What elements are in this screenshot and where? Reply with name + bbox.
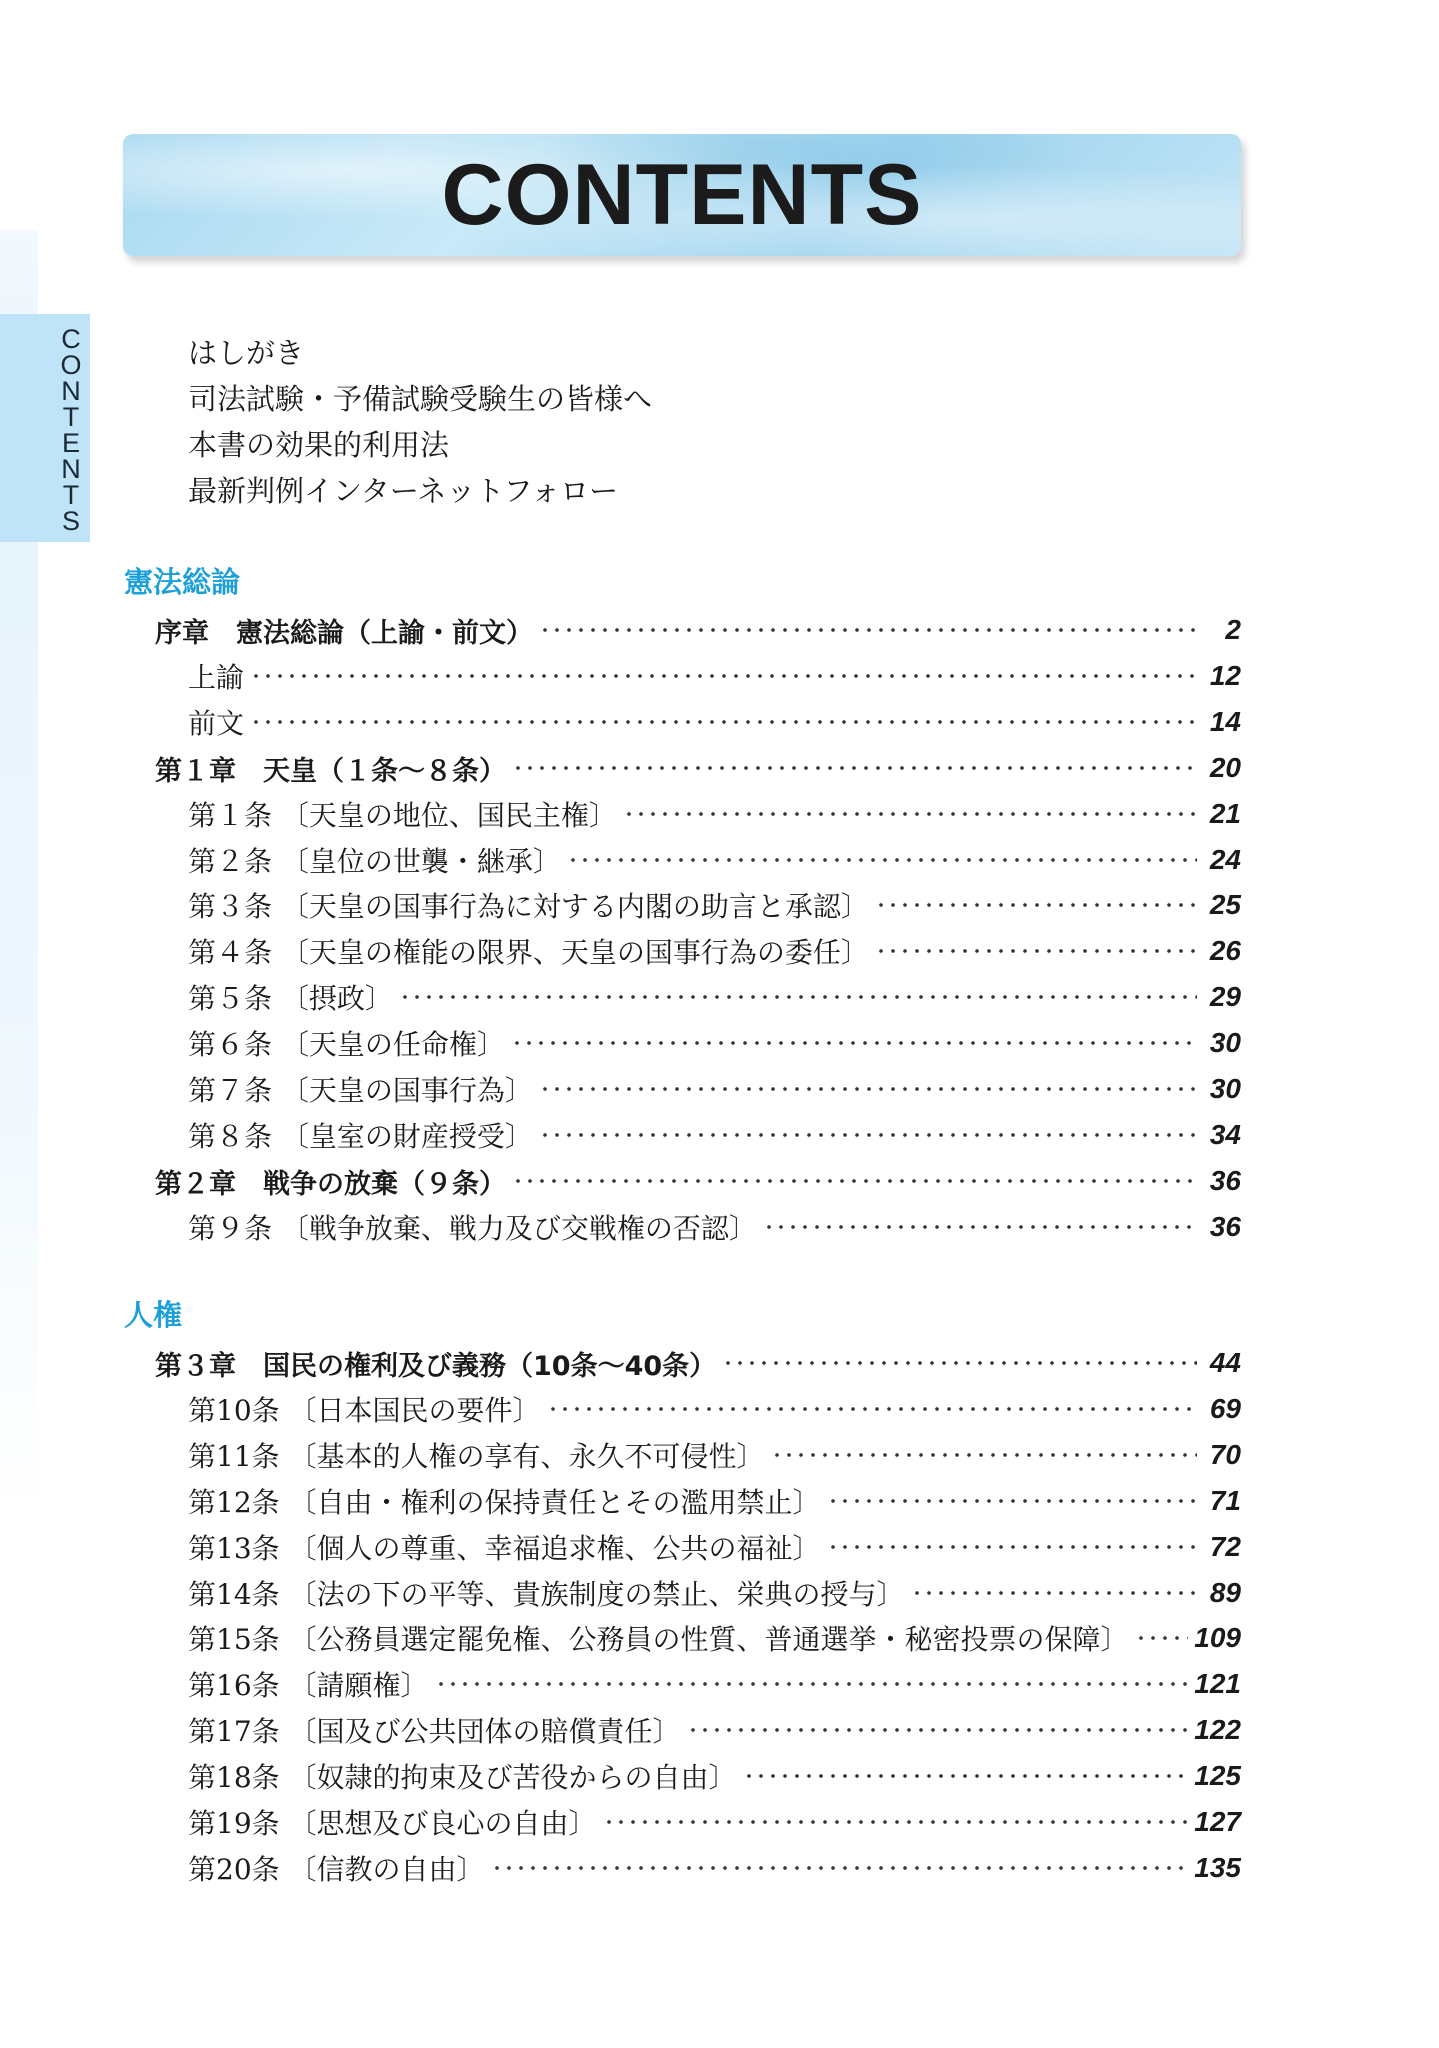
dot-leader (250, 673, 1197, 679)
toc-page-number: 36 (1209, 1165, 1241, 1196)
toc-page-number: 30 (1209, 1027, 1241, 1058)
toc-page-number: 14 (1209, 706, 1241, 737)
dot-leader (567, 857, 1197, 863)
page-title: CONTENTS (441, 146, 923, 243)
section-heading: 人権 (124, 1298, 183, 1332)
dot-leader (511, 1040, 1197, 1046)
dot-leader (512, 765, 1197, 771)
toc-entry-title: 第１章 天皇（１条〜８条） (155, 755, 506, 787)
toc-page-number: 70 (1209, 1439, 1241, 1470)
toc-chapter-entry[interactable] (155, 610, 1241, 650)
dot-leader (763, 1224, 1197, 1230)
toc-page-number: 71 (1209, 1485, 1241, 1516)
toc-entry-title: 第３条 〔天皇の国事行為に対する内閣の助言と承認〕 (188, 890, 869, 923)
toc-article-entry[interactable] (188, 1023, 1241, 1063)
toc-article-entry[interactable] (188, 1069, 1241, 1109)
toc-chapter-entry[interactable] (155, 748, 1241, 788)
dot-leader (603, 1819, 1189, 1825)
toc-entry-title: 第17条 〔国及び公共団体の賠償責任〕 (188, 1715, 681, 1748)
toc-entry-title: 第６条 〔天皇の任命権〕 (188, 1028, 505, 1061)
toc-chapter-entry[interactable] (155, 1343, 1241, 1383)
toc-article-entry[interactable] (188, 702, 1241, 742)
toc-article-entry[interactable] (188, 885, 1241, 925)
dot-leader (623, 811, 1197, 817)
toc-article-entry[interactable] (188, 1710, 1241, 1750)
toc-article-entry[interactable] (188, 1802, 1241, 1842)
toc-page-number: 44 (1209, 1347, 1241, 1378)
toc-page-number: 20 (1209, 752, 1241, 783)
toc-page-number: 2 (1225, 614, 1241, 645)
toc-page-number: 72 (1209, 1531, 1241, 1562)
toc-article-entry[interactable] (188, 1115, 1241, 1155)
toc-article-entry[interactable] (188, 1435, 1241, 1475)
toc-entry-title: 第20条 〔信教の自由〕 (188, 1853, 485, 1886)
toc-page-number: 12 (1209, 660, 1241, 691)
toc-entry-title: 第16条 〔請願権〕 (188, 1669, 429, 1702)
toc-entry-title: 第２条 〔皇位の世襲・継承〕 (188, 845, 561, 878)
toc-entry-title: 第13条 〔個人の尊重、幸福追求権、公共の福祉〕 (188, 1532, 821, 1565)
dot-leader (722, 1360, 1197, 1366)
toc-article-entry[interactable] (188, 1756, 1241, 1796)
dot-leader (512, 1178, 1197, 1184)
toc-article-entry[interactable] (188, 1207, 1241, 1247)
dot-leader (491, 1865, 1189, 1871)
toc-chapter-entry[interactable] (155, 1161, 1241, 1201)
dot-leader (875, 902, 1197, 908)
intro-item[interactable]: 本書の効果的利用法 (188, 428, 450, 462)
dot-leader (399, 994, 1197, 1000)
toc-article-entry[interactable] (188, 794, 1241, 834)
toc-entry-title: 第11条 〔基本的人権の享有、永久不可侵性〕 (188, 1440, 765, 1473)
toc-article-entry[interactable] (188, 1618, 1241, 1658)
dot-leader (911, 1590, 1197, 1596)
toc-page-number: 29 (1209, 981, 1241, 1012)
toc-article-entry[interactable] (188, 931, 1241, 971)
dot-leader (539, 627, 1197, 633)
toc-page-number: 69 (1209, 1393, 1241, 1424)
intro-list (188, 330, 652, 514)
dot-leader (1135, 1635, 1189, 1641)
toc-page-number: 34 (1209, 1119, 1241, 1150)
toc-entry-title: 第７条 〔天皇の国事行為〕 (188, 1074, 533, 1107)
toc-page-number: 109 (1194, 1622, 1241, 1653)
toc-article-entry[interactable] (188, 1664, 1241, 1704)
toc-page-number: 24 (1209, 844, 1241, 875)
toc-page-number: 30 (1209, 1073, 1241, 1104)
dot-leader (547, 1406, 1197, 1412)
toc-page-number: 26 (1209, 935, 1241, 966)
intro-item[interactable]: はしがき (188, 336, 305, 370)
toc-page-number: 89 (1209, 1577, 1241, 1608)
toc-entry-title: 第４条 〔天皇の権能の限界、天皇の国事行為の委任〕 (188, 936, 869, 969)
toc-entry-title: 上諭 (188, 661, 245, 694)
toc-entry-title: 前文 (188, 707, 245, 740)
toc-entry-title: 序章 憲法総論（上諭・前文） (155, 617, 533, 649)
toc-article-entry[interactable] (188, 840, 1241, 880)
dot-leader (827, 1498, 1197, 1504)
dot-leader (771, 1452, 1197, 1458)
toc-entry-title: 第２章 戦争の放棄（９条） (155, 1168, 506, 1200)
toc-article-entry[interactable] (188, 1573, 1241, 1613)
intro-item[interactable]: 司法試験・予備試験受験生の皆様へ (188, 382, 653, 416)
toc-page-number: 127 (1194, 1806, 1241, 1837)
dot-leader (827, 1544, 1197, 1550)
toc-article-entry[interactable] (188, 1848, 1241, 1888)
toc-entry-title: 第12条 〔自由・権利の保持責任とその濫用禁止〕 (188, 1486, 821, 1519)
toc-entry-title: 第18条 〔奴隷的拘束及び苦役からの自由〕 (188, 1761, 737, 1794)
toc-entry-title: 第１条 〔天皇の地位、国民主権〕 (188, 799, 617, 832)
toc-page-number: 36 (1209, 1211, 1241, 1242)
toc-article-entry[interactable] (188, 1527, 1241, 1567)
toc-page-number: 121 (1194, 1668, 1241, 1699)
toc-entry-title: 第８条 〔皇室の財産授受〕 (188, 1120, 533, 1153)
toc-article-entry[interactable] (188, 1389, 1241, 1429)
toc-entry-title: 第19条 〔思想及び良心の自由〕 (188, 1807, 597, 1840)
toc-entry-title: 第３章 国民の権利及び義務（10条〜40条） (155, 1350, 717, 1382)
dot-leader (875, 948, 1197, 954)
toc-entry-title: 第５条 〔摂政〕 (188, 982, 393, 1015)
toc-article-entry[interactable] (188, 656, 1241, 696)
title-banner (123, 134, 1241, 256)
intro-item[interactable]: 最新判例インターネットフォロー (188, 474, 619, 508)
toc-article-entry[interactable] (188, 977, 1241, 1017)
toc-page-number: 122 (1194, 1714, 1241, 1745)
toc-entry-title: 第14条 〔法の下の平等、貴族制度の禁止、栄典の授与〕 (188, 1578, 905, 1611)
dot-leader (250, 719, 1197, 725)
side-tab-label: CONTENTS (60, 324, 82, 536)
dot-leader (539, 1132, 1197, 1138)
dot-leader (687, 1727, 1189, 1733)
toc-page-number: 135 (1194, 1852, 1241, 1883)
toc-entry-title: 第10条 〔日本国民の要件〕 (188, 1394, 541, 1427)
dot-leader (539, 1086, 1197, 1092)
toc-article-entry[interactable] (188, 1481, 1241, 1521)
toc-page-number: 125 (1194, 1760, 1241, 1791)
section-heading: 憲法総論 (124, 565, 241, 599)
dot-leader (743, 1773, 1189, 1779)
dot-leader (435, 1681, 1189, 1687)
toc-entry-title: 第15条 〔公務員選定罷免権、公務員の性質、普通選挙・秘密投票の保障〕 (188, 1623, 1129, 1656)
toc-entry-title: 第９条 〔戦争放棄、戦力及び交戦権の否認〕 (188, 1212, 757, 1245)
toc-page-number: 21 (1209, 798, 1241, 829)
toc-page-number: 25 (1209, 889, 1241, 920)
